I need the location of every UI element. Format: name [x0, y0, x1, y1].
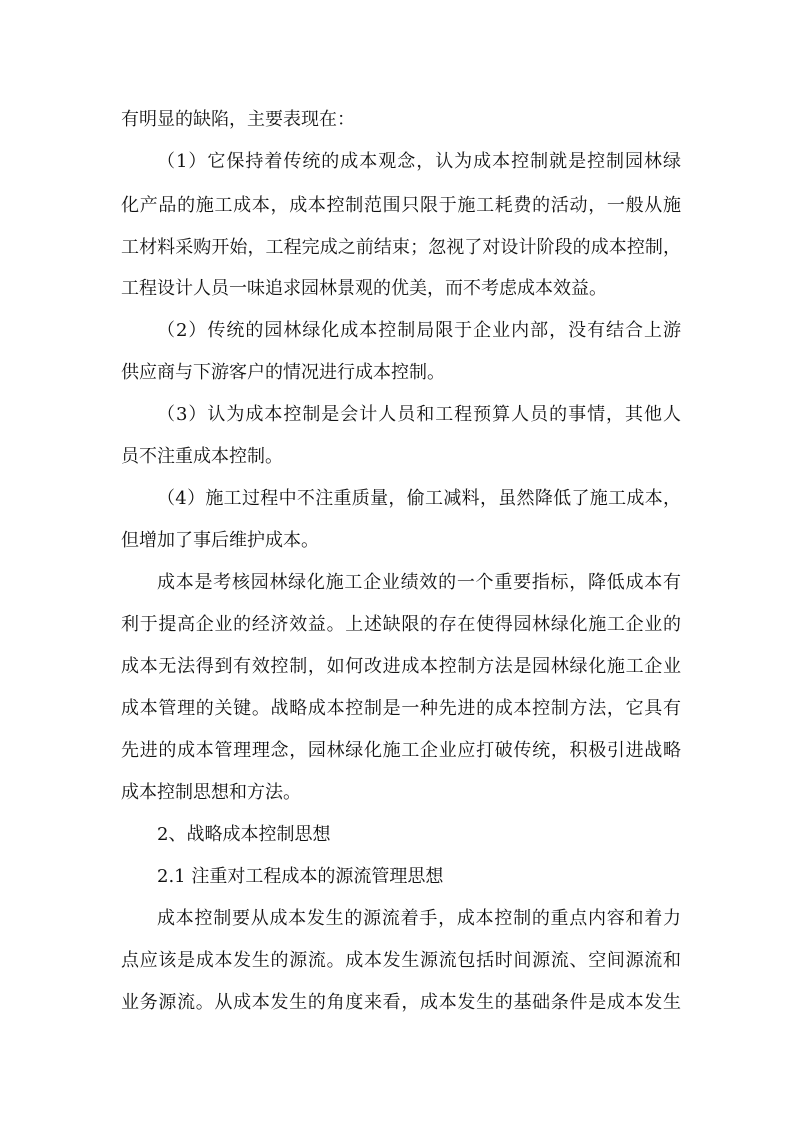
text-line: （3）认为成本控制是会计人员和工程预算人员的事情，其他人: [157, 404, 681, 425]
text-line: （4）施工过程中不注重质量，偷工减料，虽然降低了施工成本，: [157, 488, 681, 509]
subsection-heading: 2.1 注重对工程成本的源流管理思想: [157, 866, 444, 887]
text-line: 工材料采购开始，工程完成之前结束；忽视了对设计阶段的成本控制，: [121, 237, 681, 258]
text-line: 成本无法得到有效控制，如何改进成本控制方法是园林绿化施工企业: [121, 656, 681, 677]
text-line: 化产品的施工成本，成本控制范围只限于施工耗费的活动，一般从施: [121, 195, 681, 216]
text-line: 成本管理的关键。战略成本控制是一种先进的成本控制方法，它具有: [121, 698, 681, 719]
text-line: 供应商与下游客户的情况进行成本控制。: [121, 362, 445, 383]
text-line: 工程设计人员一味追求园林景观的优美，而不考虑成本效益。: [121, 278, 607, 299]
text-line: （2）传统的园林绿化成本控制局限于企业内部，没有结合上游: [157, 320, 681, 341]
text-line: 有明显的缺陷，主要表现在：: [121, 109, 355, 130]
section-heading: 2、战略成本控制思想: [157, 824, 331, 845]
text-line: 成本控制要从成本发生的源流着手，成本控制的重点内容和着力: [157, 908, 681, 929]
text-line: 业务源流。从成本发生的角度来看，成本发生的基础条件是成本发生: [121, 992, 681, 1013]
text-line: 但增加了事后维护成本。: [121, 530, 319, 551]
text-line: （1）它保持着传统的成本观念，认为成本控制就是控制园林绿: [157, 151, 681, 172]
text-line: 员不注重成本控制。: [121, 446, 283, 467]
text-line: 利于提高企业的经济效益。上述缺限的存在使得园林绿化施工企业的: [121, 614, 681, 635]
text-line: 点应该是成本发生的源流。成本发生源流包括时间源流、空间源流和: [121, 950, 681, 971]
text-line: 成本是考核园林绿化施工企业绩效的一个重要指标，降低成本有: [157, 572, 681, 593]
text-line: 成本控制思想和方法。: [121, 782, 301, 803]
text-line: 先进的成本管理理念，园林绿化施工企业应打破传统，积极引进战略: [121, 740, 681, 761]
